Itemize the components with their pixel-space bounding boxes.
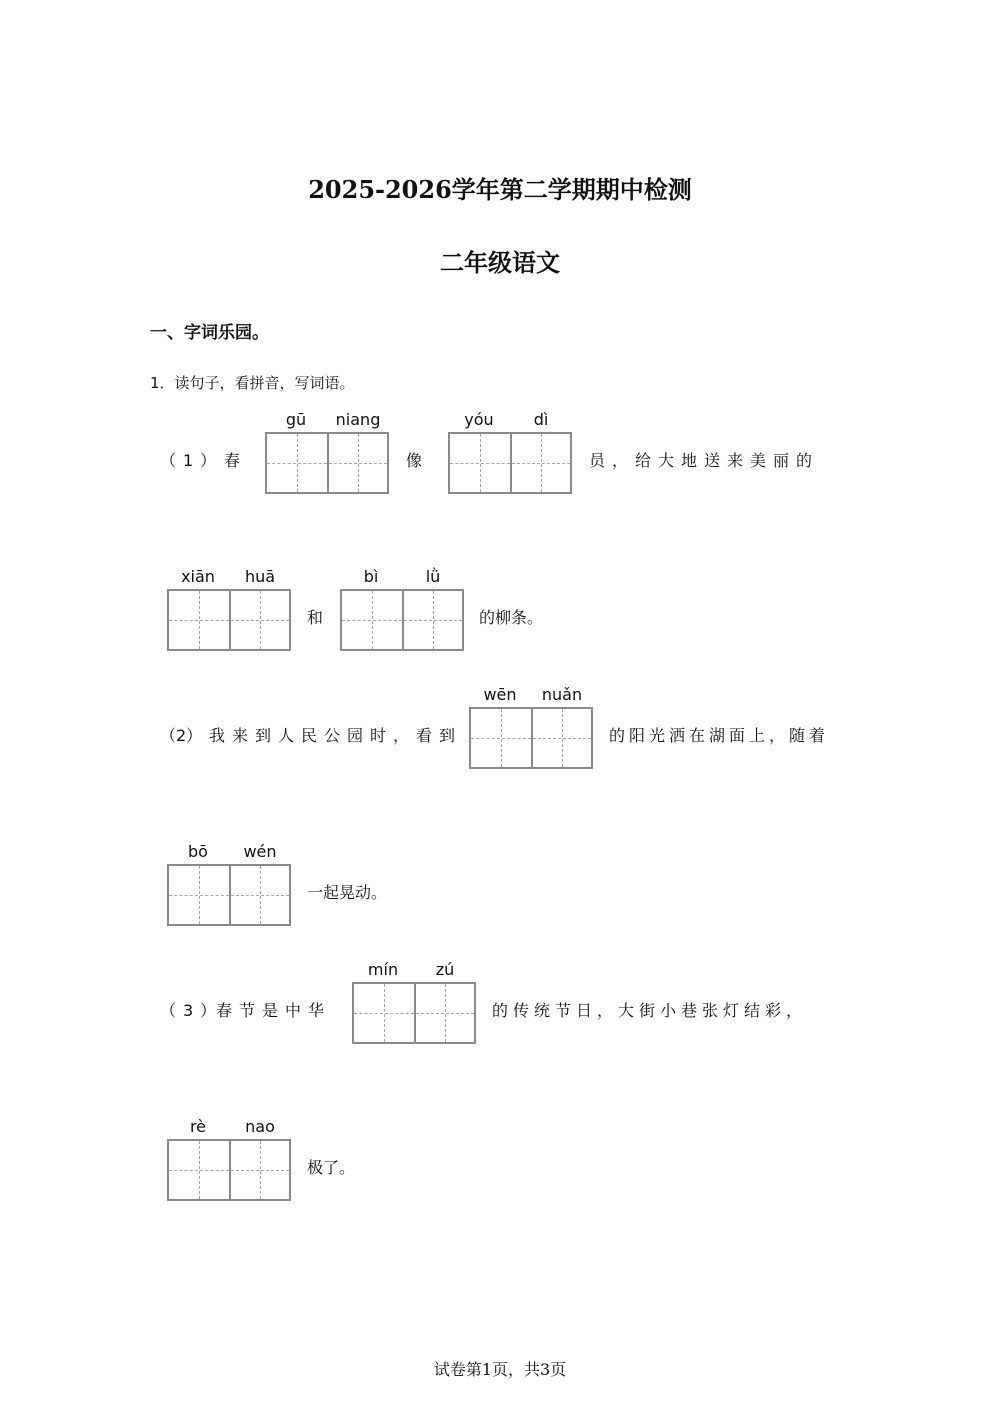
sentence-number: （3） [160,1001,224,1020]
sentence-text: 的阳光洒在湖面上，随着 [609,726,830,745]
pinyin-label: xiān huā [181,567,276,586]
sentence-number: （1） [160,451,224,470]
writing-grid[interactable] [167,864,291,926]
sentence-text: 我来到人民公园时，看到 [209,726,463,745]
pinyin-label: wēn nuǎn [483,685,583,704]
writing-grid[interactable] [340,589,464,651]
sentence-text: 和 [307,608,324,627]
page-title: 2025-2026学年第二学期期中检测 [308,175,692,204]
pinyin-label: mín zú [367,960,455,979]
writing-grid[interactable] [167,589,291,651]
pinyin-label: bì lǜ [363,567,441,586]
sentence-text: 一起晃动。 [307,883,388,902]
sentence-text: 春 [224,451,241,470]
sentence-text: 的传统节日，大街小巷张灯结彩， [492,1001,808,1020]
sentence-number: （2） [160,726,203,745]
section-heading: 一、字词乐园。 [150,323,269,343]
sentence-text: 春节是中华 [216,1001,332,1020]
pinyin-label: gū niang [285,410,381,429]
pinyin-label: bō wén [188,842,277,861]
sentence-text: 员，给大地送来美丽的 [589,451,820,470]
page-footer: 试卷第1页，共3页 [433,1360,567,1379]
writing-grid[interactable] [469,707,593,769]
page-subtitle: 二年级语文 [440,248,560,277]
writing-grid[interactable] [448,432,572,494]
writing-grid[interactable] [265,432,389,494]
question-instruction: 1．读句子，看拼音，写词语。 [150,374,355,392]
writing-grid[interactable] [352,982,476,1044]
pinyin-label: rè nao [189,1117,275,1136]
writing-grid[interactable] [167,1139,291,1201]
sentence-text: 像 [406,451,423,470]
sentence-text: 的柳条。 [479,608,544,627]
pinyin-label: yóu dì [464,410,549,429]
sentence-text: 极了。 [307,1158,356,1177]
